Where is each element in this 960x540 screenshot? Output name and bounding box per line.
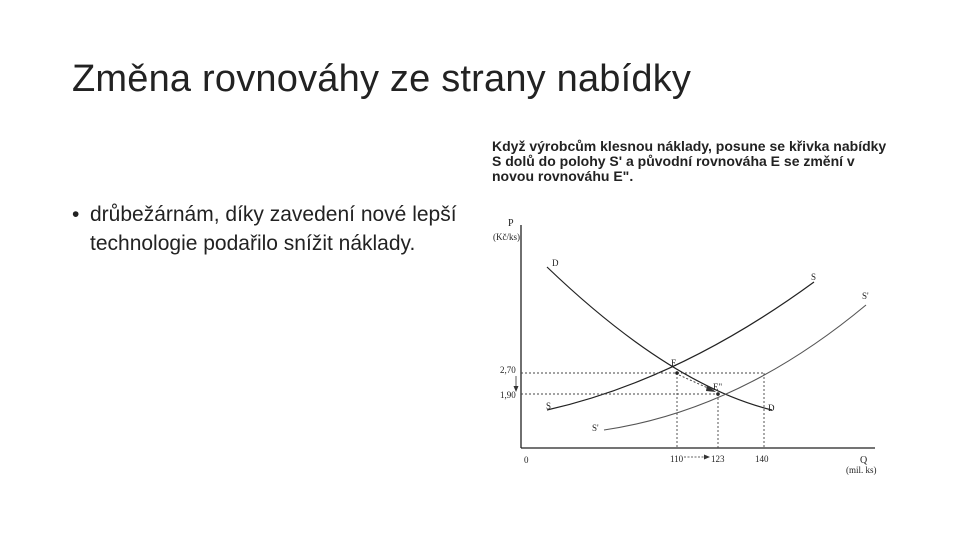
diagram-caption: Když výrobcům klesnou náklady, posune se křivka nabídky S dolů do polohy S' a původní rovnováha E se změní v novou rovnováhu E".: [492, 138, 887, 184]
new-supply-label-bottom: S': [592, 423, 599, 433]
supply-curve: [547, 282, 814, 410]
quantity-change-arrowhead: [704, 455, 710, 460]
y-axis-unit: (Kč/ks): [493, 232, 520, 242]
x-axis-label: Q: [860, 455, 868, 466]
price-tick-label: 1,90: [500, 390, 516, 400]
new-equilibrium-point: [716, 392, 720, 396]
quantity-tick-label: 123: [711, 454, 725, 464]
bullet-text: drůbežárnám, díky zavedení nové lepší technologie podařilo snížit náklady.: [90, 203, 457, 255]
slide-title: Změna rovnováhy ze strany nabídky: [72, 58, 692, 100]
supply-label-bottom: S: [546, 401, 552, 411]
new-supply-curve: [604, 305, 866, 430]
quantity-tick-label: 110: [670, 454, 684, 464]
supply-label-top: S: [811, 272, 817, 282]
demand-label-top: D: [552, 258, 559, 268]
supply-shift-diagram: [480, 205, 900, 485]
new-equilibrium-label: E": [713, 382, 723, 392]
equilibrium-point: [675, 371, 679, 375]
equilibrium-label: E: [671, 358, 677, 368]
y-axis-label: P: [508, 218, 514, 229]
bullet-point: [72, 200, 472, 258]
origin-label: 0: [524, 455, 529, 465]
quantity-tick-label: 140: [755, 454, 769, 464]
demand-label-bottom: D: [768, 403, 775, 413]
shift-arrow: [679, 375, 710, 389]
x-axis-unit: (mil. ks): [846, 465, 877, 475]
new-supply-label-top: S': [862, 291, 869, 301]
bullet-marker: •: [72, 203, 80, 226]
price-tick-label: 2,70: [500, 365, 516, 375]
